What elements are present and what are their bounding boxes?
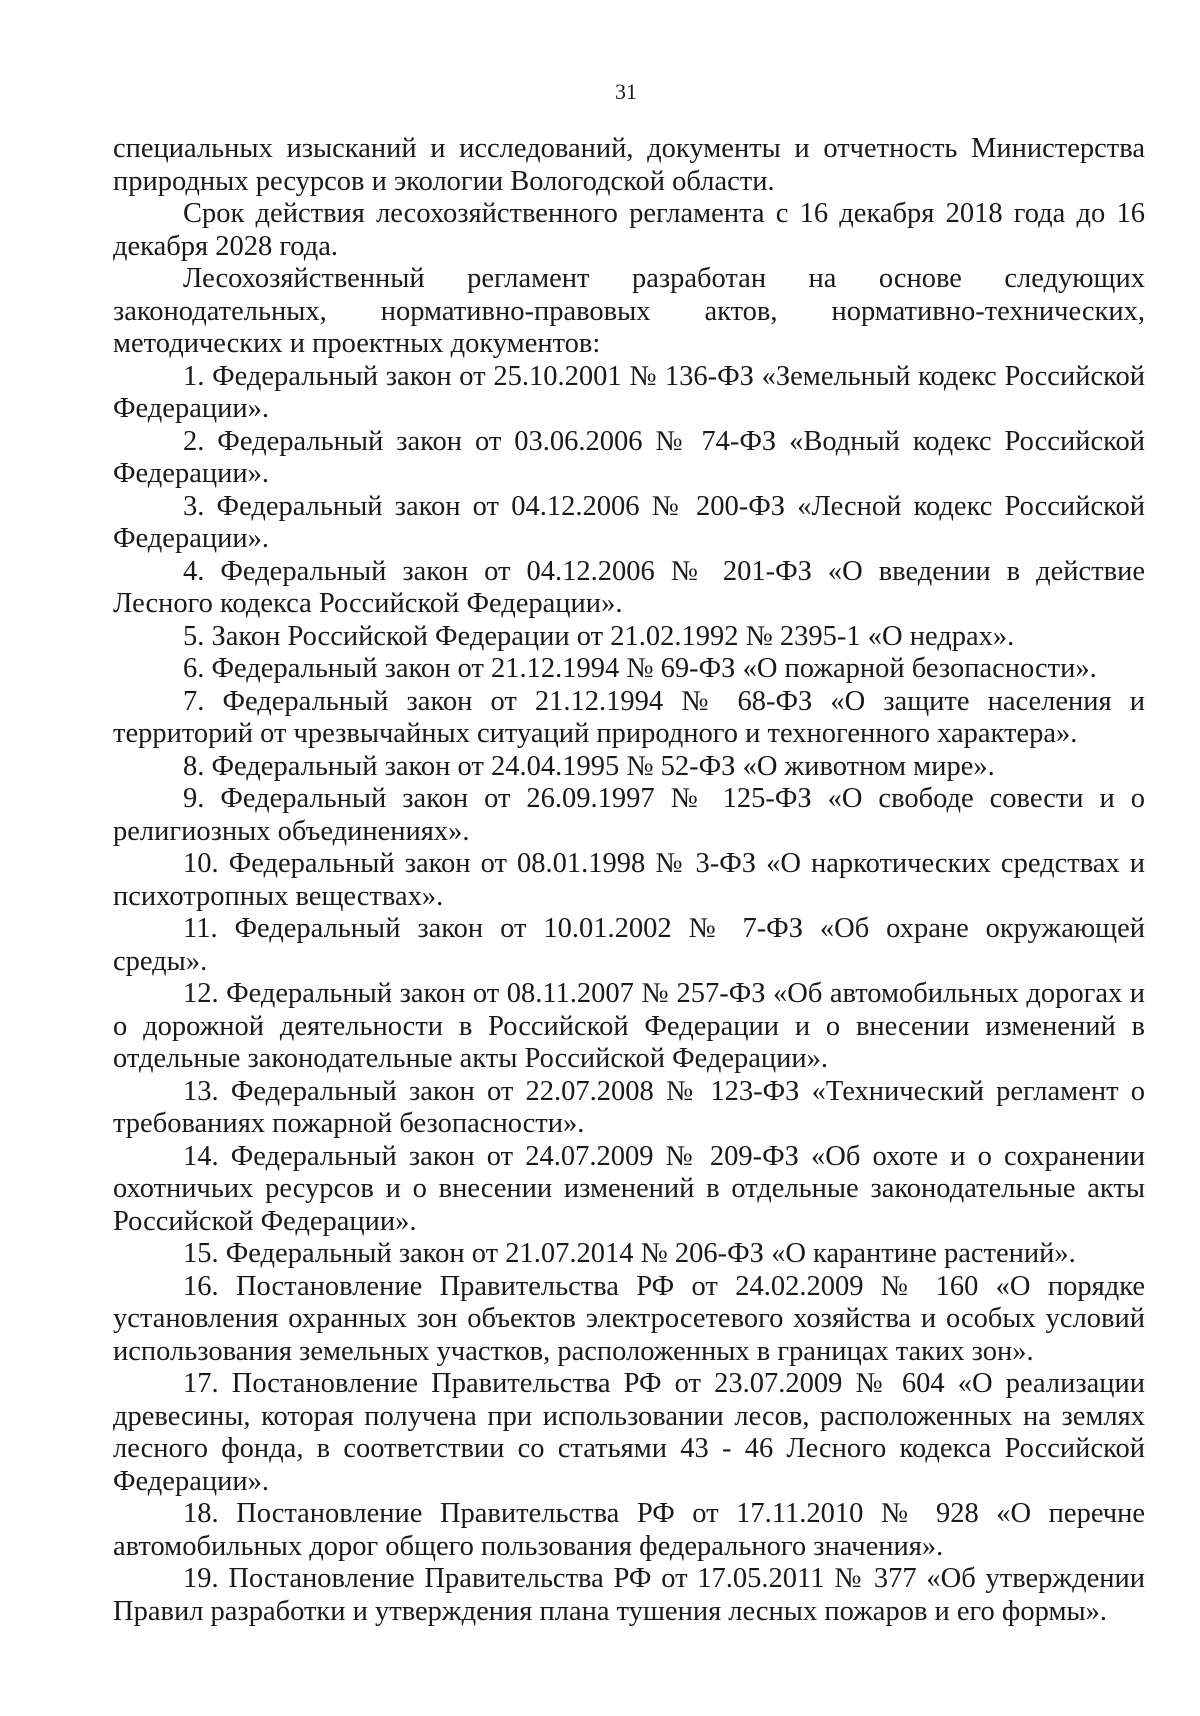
- document-paragraph: 1. Федеральный закон от 25.10.2001 № 136-ФЗ «Земельный кодекс Российской Федерации».: [113, 360, 1145, 424]
- document-paragraph: Срок действия лесохозяйственного регламента с 16 декабря 2018 года до 16 декабря 2028 года.: [113, 198, 1145, 262]
- document-paragraph: специальных изысканий и исследований, документы и отчетность Министерства природных ресурсов и экологии Вологодской области.: [113, 133, 1145, 197]
- document-paragraph: 4. Федеральный закон от 04.12.2006 № 201-ФЗ «О введении в действие Лесного кодекса Российской Федерации».: [113, 555, 1145, 619]
- document-paragraph: 19. Постановление Правительства РФ от 17.05.2011 № 377 «Об утверждении Правил разработки и утверждения плана тушения лесных пожаров и его формы».: [113, 1563, 1145, 1627]
- document-paragraph: 3. Федеральный закон от 04.12.2006 № 200-ФЗ «Лесной кодекс Российской Федерации».: [113, 490, 1145, 554]
- document-paragraph: 15. Федеральный закон от 21.07.2014 № 206-ФЗ «О карантине растений».: [183, 1238, 1076, 1269]
- document-paragraph: 10. Федеральный закон от 08.01.1998 № 3-ФЗ «О наркотических средствах и психотропных веществах».: [113, 848, 1145, 912]
- document-paragraph: 11. Федеральный закон от 10.01.2002 № 7-ФЗ «Об охране окружающей среды».: [113, 913, 1145, 977]
- document-body: [113, 133, 1145, 1628]
- document-paragraph: 13. Федеральный закон от 22.07.2008 № 123-ФЗ «Технический регламент о требованиях пожарной безопасности».: [113, 1075, 1145, 1139]
- document-paragraph: 6. Федеральный закон от 21.12.1994 № 69-ФЗ «О пожарной безопасности».: [183, 653, 1097, 684]
- document-paragraph: 9. Федеральный закон от 26.09.1997 № 125-ФЗ «О свободе совести и о религиозных объединениях».: [113, 783, 1145, 847]
- document-paragraph: 18. Постановление Правительства РФ от 17.11.2010 № 928 «О перечне автомобильных дорог общего пользования федерального значения».: [113, 1498, 1145, 1562]
- page-number: 31: [615, 79, 637, 104]
- document-paragraph: 8. Федеральный закон от 24.04.1995 № 52-ФЗ «О животном мире».: [183, 750, 995, 782]
- document-paragraph: 5. Закон Российской Федерации от 21.02.1992 № 2395-1 «О недрах».: [183, 620, 1015, 652]
- document-paragraph: 17. Постановление Правительства РФ от 23.07.2009 № 604 «О реализации древесины, которая получена при использовании лесов, расположенных на землях лесного фонда, в соответствии со статьями 43 - 46 Лесного кодекса Российской Федерации».: [113, 1368, 1145, 1497]
- document-paragraph: 16. Постановление Правительства РФ от 24.02.2009 № 160 «О порядке установления охранных зон объектов электросетевого хозяйства и особых условий использования земельных участков, расположенных в границах таких зон».: [113, 1270, 1145, 1367]
- document-paragraph: 2. Федеральный закон от 03.06.2006 № 74-ФЗ «Водный кодекс Российской Федерации».: [113, 425, 1145, 489]
- document-paragraph: Лесохозяйственный регламент разработан на основе следующих законодательных, нормативно-правовых актов, нормативно-технических, методических и проектных документов:: [113, 263, 1145, 359]
- document-paragraph: 7. Федеральный закон от 21.12.1994 № 68-ФЗ «О защите населения и территорий от чрезвычайных ситуаций природного и техногенного характера».: [113, 685, 1145, 749]
- document-paragraph: 14. Федеральный закон от 24.07.2009 № 209-ФЗ «Об охоте и о сохранении охотничьих ресурсов и о внесении изменений в отдельные законодательные акты Российской Федерации».: [113, 1140, 1145, 1237]
- document-paragraph: 12. Федеральный закон от 08.11.2007 № 257-ФЗ «Об автомобильных дорогах и о дорожной деятельности в Российской Федерации и о внесении изменений в отдельные законодательные акты Российской Федерации».: [113, 978, 1145, 1074]
